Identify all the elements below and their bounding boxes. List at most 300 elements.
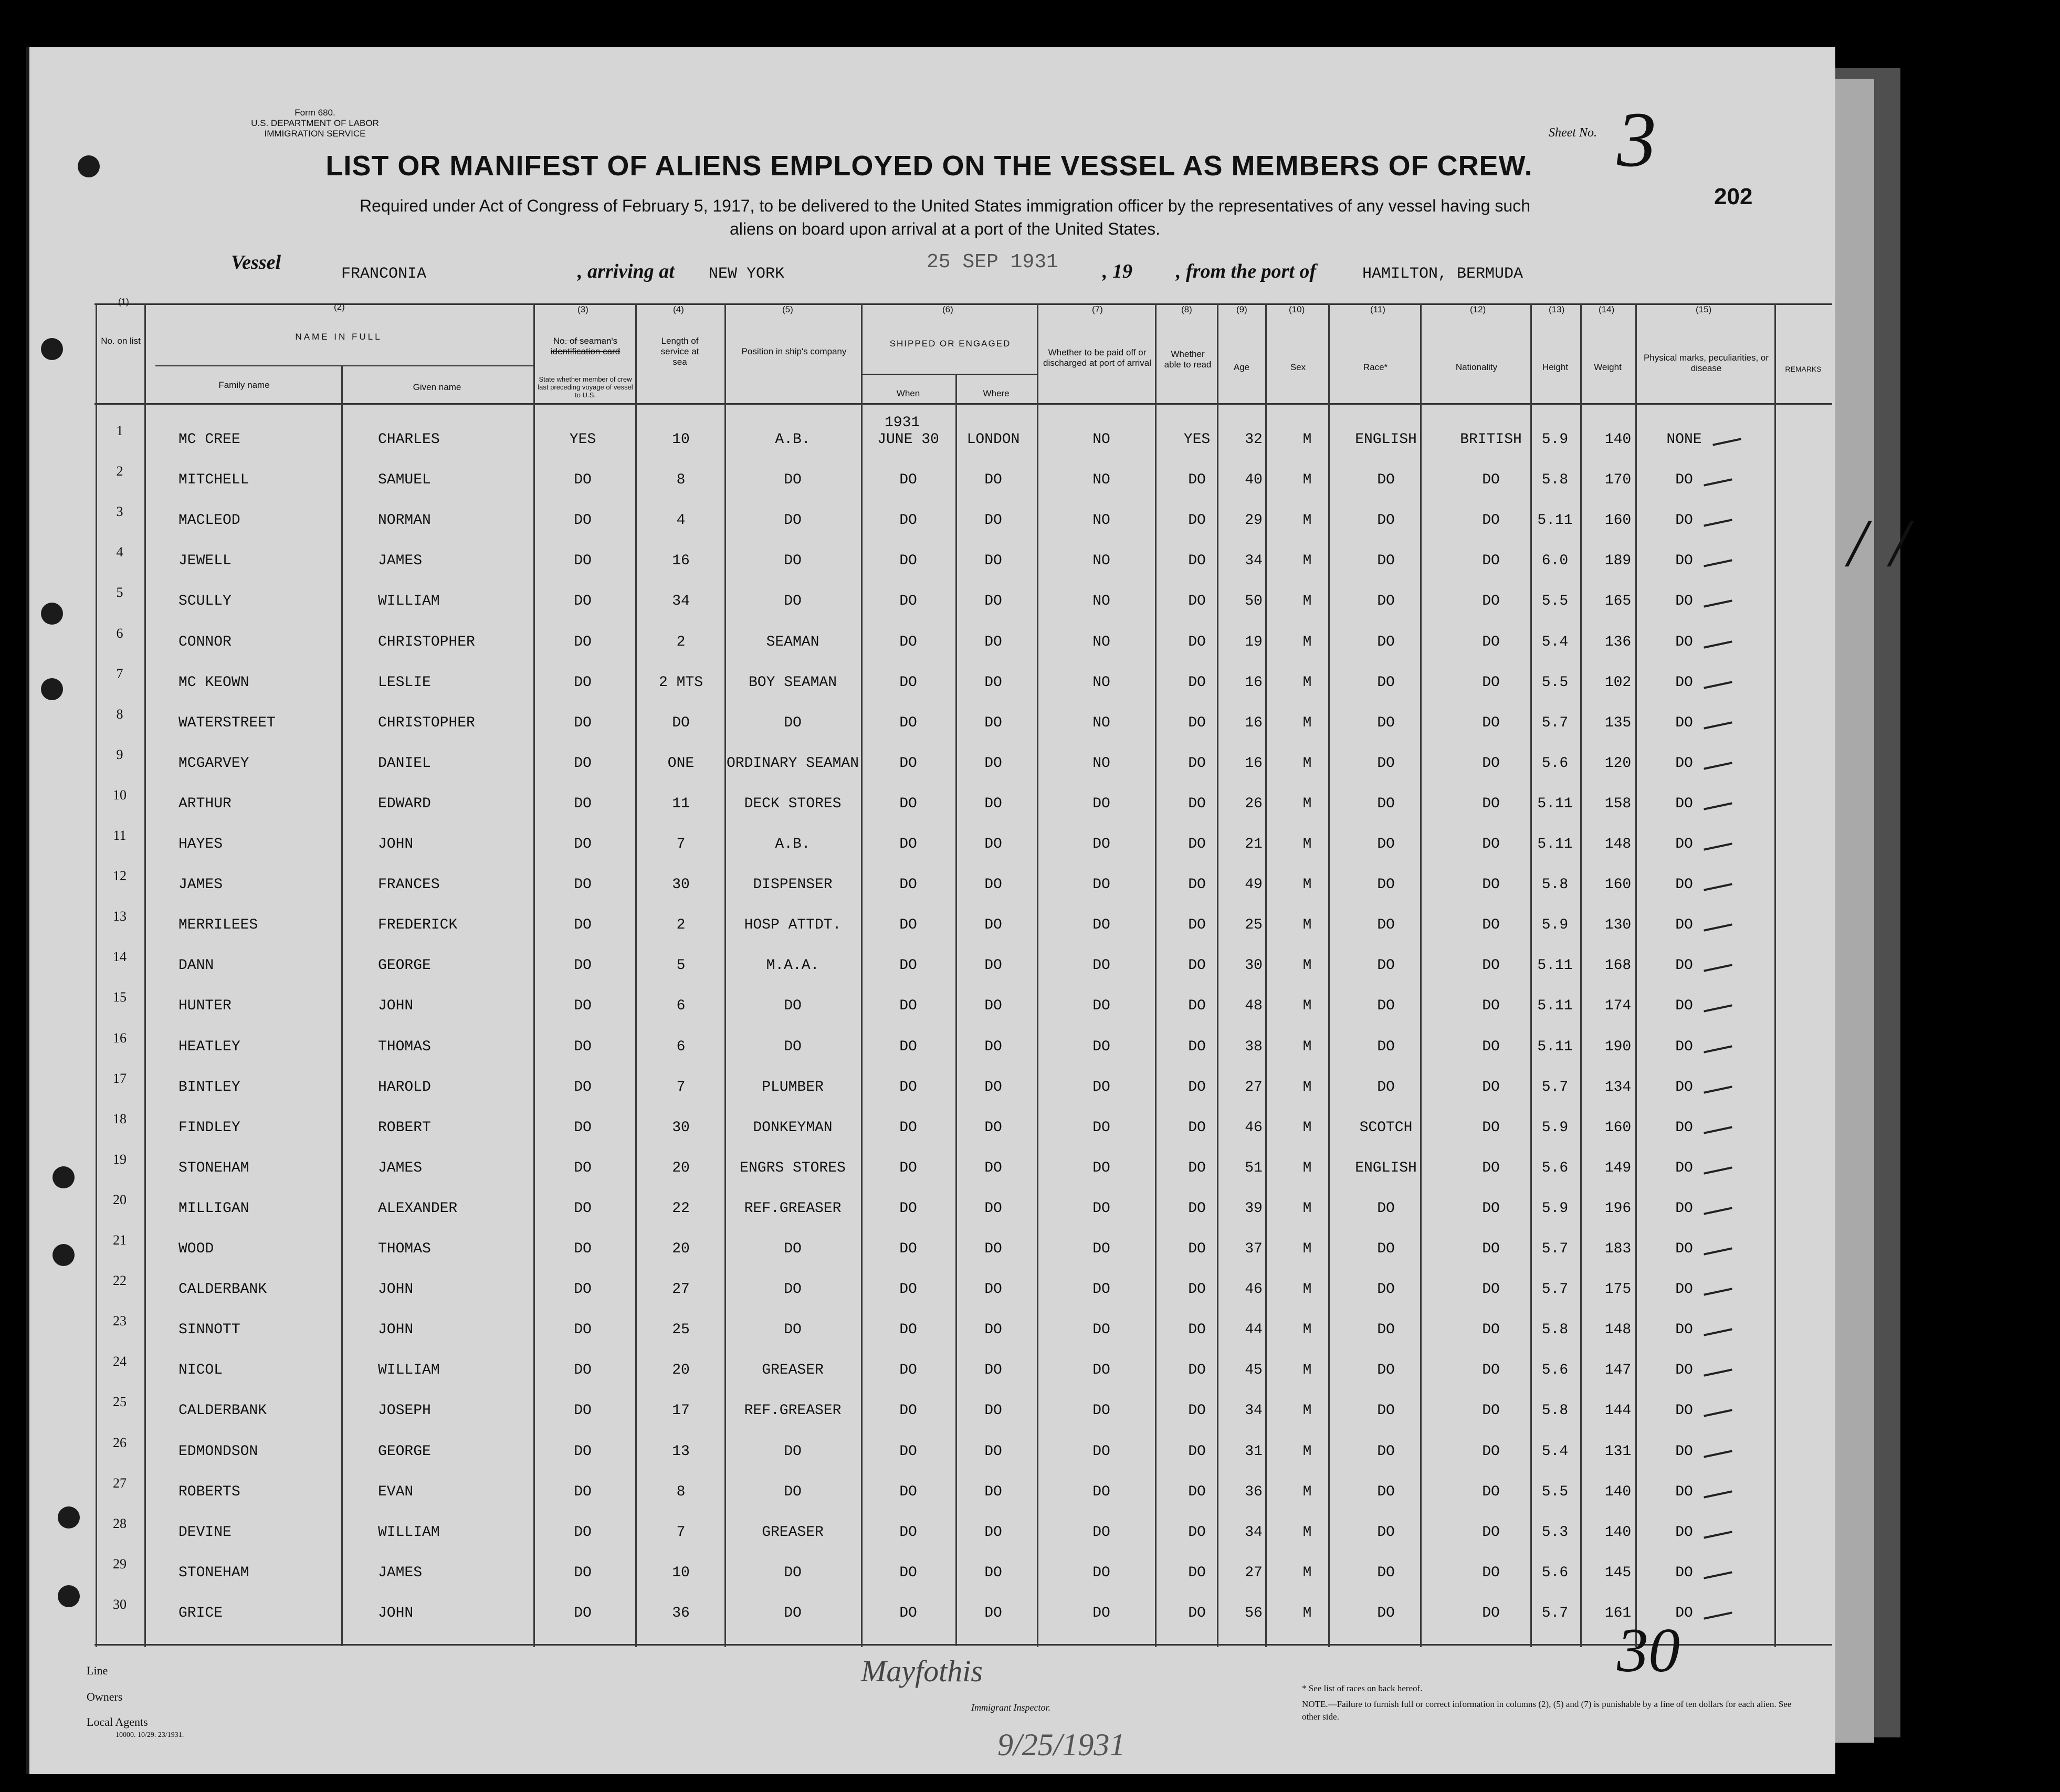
ship-position: REF.GREASER bbox=[744, 1403, 842, 1419]
last-voyage-member: DO bbox=[574, 593, 592, 610]
service-length: 7 bbox=[676, 1079, 686, 1095]
row-number: 26 bbox=[113, 1435, 127, 1450]
physical-marks: DO bbox=[1675, 836, 1693, 852]
col-number: (6) bbox=[942, 304, 953, 314]
nationality: DO bbox=[1482, 674, 1500, 691]
paid-off: DO bbox=[1092, 1564, 1110, 1581]
row-number: 3 bbox=[116, 504, 123, 520]
shipped-where: DO bbox=[984, 634, 1002, 650]
age: 31 bbox=[1245, 1443, 1263, 1460]
service-length: 4 bbox=[676, 512, 686, 529]
sex: M bbox=[1302, 836, 1312, 852]
last-voyage-member: DO bbox=[574, 1605, 592, 1621]
given-name: JOHN bbox=[378, 998, 414, 1015]
shipped-when: DO bbox=[899, 1564, 917, 1581]
service-length: 20 bbox=[672, 1362, 690, 1379]
height: 5.8 bbox=[1541, 472, 1569, 489]
last-voyage-member: DO bbox=[574, 1443, 592, 1460]
service-length: 11 bbox=[672, 795, 690, 812]
family-name: HAYES bbox=[178, 836, 223, 852]
service-length: 6 bbox=[676, 1038, 686, 1055]
able-to-read: DO bbox=[1188, 593, 1206, 610]
family-name: CALDERBANK bbox=[178, 1281, 267, 1298]
race: DO bbox=[1377, 1443, 1395, 1460]
shipped-when: DO bbox=[899, 1443, 917, 1460]
weight: 148 bbox=[1604, 1322, 1632, 1338]
race: DO bbox=[1377, 1281, 1395, 1298]
age: 40 bbox=[1245, 472, 1263, 489]
sheet-number: 3 bbox=[1617, 96, 1656, 183]
able-to-read: DO bbox=[1188, 877, 1206, 893]
nationality: DO bbox=[1482, 634, 1500, 650]
age: 30 bbox=[1245, 957, 1263, 974]
last-voyage-member: DO bbox=[574, 1403, 592, 1419]
age: 27 bbox=[1245, 1564, 1263, 1581]
shipped-when: DO bbox=[899, 1079, 917, 1095]
shipped-when: DO bbox=[899, 714, 917, 731]
able-to-read: DO bbox=[1188, 917, 1206, 934]
row-number: 7 bbox=[116, 666, 123, 681]
race: SCOTCH bbox=[1359, 1119, 1413, 1136]
race: DO bbox=[1377, 1241, 1395, 1257]
nationality: DO bbox=[1482, 1483, 1500, 1500]
header-no-on-list: No. on list bbox=[101, 336, 141, 346]
sex: M bbox=[1302, 917, 1312, 934]
sex: M bbox=[1302, 795, 1312, 812]
age: 46 bbox=[1245, 1281, 1263, 1298]
given-name: NORMAN bbox=[378, 512, 431, 529]
service-length: ONE bbox=[667, 755, 695, 772]
weight: 144 bbox=[1604, 1403, 1632, 1419]
shipped-when: DO bbox=[899, 593, 917, 610]
race: DO bbox=[1377, 795, 1395, 812]
able-to-read: DO bbox=[1188, 1119, 1206, 1136]
given-name: EVAN bbox=[378, 1483, 414, 1500]
row-number: 10 bbox=[113, 787, 127, 803]
ship-position: DO bbox=[784, 1038, 802, 1055]
sex: M bbox=[1302, 1079, 1312, 1095]
able-to-read: DO bbox=[1188, 998, 1206, 1015]
sex: M bbox=[1302, 1322, 1312, 1338]
race: DO bbox=[1377, 1038, 1395, 1055]
given-name: DANIEL bbox=[378, 755, 431, 772]
paid-off: NO bbox=[1092, 553, 1110, 570]
header-length-service: Length of service at sea bbox=[660, 336, 699, 367]
family-name: STONEHAM bbox=[178, 1159, 249, 1176]
shipped-when: DO bbox=[899, 1403, 917, 1419]
row-number: 23 bbox=[113, 1313, 127, 1329]
service-length: 25 bbox=[672, 1322, 690, 1338]
sheet-number-label: Sheet No. bbox=[1549, 126, 1597, 140]
shipped-when: DO bbox=[899, 1241, 917, 1257]
shipped-when: DO bbox=[899, 553, 917, 570]
family-name: SINNOTT bbox=[178, 1322, 240, 1338]
paid-off: NO bbox=[1092, 674, 1110, 691]
given-name: THOMAS bbox=[378, 1241, 431, 1257]
last-voyage-member: DO bbox=[574, 755, 592, 772]
row-number: 14 bbox=[113, 949, 127, 965]
ship-position: PLUMBER bbox=[762, 1079, 824, 1095]
header-where: Where bbox=[983, 388, 1010, 398]
family-name: ROBERTS bbox=[178, 1483, 240, 1500]
manifest-title: LIST OR MANIFEST OF ALIENS EMPLOYED ON THE VESSEL AS MEMBERS OF CREW. bbox=[325, 150, 1533, 182]
age: 50 bbox=[1245, 593, 1263, 610]
able-to-read: DO bbox=[1188, 957, 1206, 974]
physical-marks: DO bbox=[1675, 1564, 1693, 1581]
physical-marks: DO bbox=[1675, 1159, 1693, 1176]
race: DO bbox=[1377, 472, 1395, 489]
physical-marks: DO bbox=[1675, 795, 1693, 812]
sex: M bbox=[1302, 593, 1312, 610]
weight: 183 bbox=[1604, 1241, 1632, 1257]
service-length: 20 bbox=[672, 1241, 690, 1257]
last-voyage-member: DO bbox=[574, 1564, 592, 1581]
shipped-where: DO bbox=[984, 998, 1002, 1015]
physical-marks: DO bbox=[1675, 1322, 1693, 1338]
paid-off: NO bbox=[1092, 431, 1110, 448]
shipped-where: DO bbox=[984, 1403, 1002, 1419]
last-voyage-member: DO bbox=[574, 714, 592, 731]
weight: 149 bbox=[1604, 1159, 1632, 1176]
shipped-where: DO bbox=[984, 957, 1002, 974]
row-number: 28 bbox=[113, 1515, 127, 1531]
nationality: DO bbox=[1482, 553, 1500, 570]
name-subheader-rule bbox=[155, 365, 533, 366]
margin-handwriting: / bbox=[1848, 505, 1867, 581]
shipped-where: DO bbox=[984, 1322, 1002, 1338]
age: 34 bbox=[1245, 1524, 1263, 1541]
service-length: 8 bbox=[676, 472, 686, 489]
age: 16 bbox=[1245, 755, 1263, 772]
handwritten-total: 30 bbox=[1617, 1615, 1680, 1685]
race: DO bbox=[1377, 836, 1395, 852]
given-name: EDWARD bbox=[378, 795, 431, 812]
age: 16 bbox=[1245, 674, 1263, 691]
age: 51 bbox=[1245, 1159, 1263, 1176]
paid-off: DO bbox=[1092, 1524, 1110, 1541]
shipped-when: JUNE 30 bbox=[877, 431, 939, 448]
family-name: GRICE bbox=[178, 1605, 223, 1621]
height: 5.4 bbox=[1541, 1443, 1569, 1460]
height: 5.11 bbox=[1537, 836, 1573, 852]
row-number: 24 bbox=[113, 1354, 127, 1369]
paid-off: NO bbox=[1092, 512, 1110, 529]
able-to-read: DO bbox=[1188, 553, 1206, 570]
family-name: JAMES bbox=[178, 877, 223, 893]
age: 49 bbox=[1245, 877, 1263, 893]
physical-marks: DO bbox=[1675, 755, 1693, 772]
race: DO bbox=[1377, 1483, 1395, 1500]
given-name: GEORGE bbox=[378, 1443, 431, 1460]
inspector-label: Immigrant Inspector. bbox=[971, 1702, 1050, 1713]
physical-marks: DO bbox=[1675, 1483, 1693, 1500]
punch-hole bbox=[52, 1166, 75, 1188]
last-voyage-member: DO bbox=[574, 1038, 592, 1055]
able-to-read: DO bbox=[1188, 1524, 1206, 1541]
race: DO bbox=[1377, 1605, 1395, 1621]
height: 5.3 bbox=[1541, 1524, 1569, 1541]
given-name: LESLIE bbox=[378, 674, 431, 691]
family-name: MACLEOD bbox=[178, 512, 240, 529]
ship-position: ORDINARY SEAMAN bbox=[726, 755, 859, 772]
row-number: 22 bbox=[113, 1273, 127, 1289]
sex: M bbox=[1302, 1281, 1312, 1298]
service-length: 2 bbox=[676, 634, 686, 650]
shipped-where: DO bbox=[984, 1281, 1002, 1298]
shipped-when: DO bbox=[899, 674, 917, 691]
given-name: JOHN bbox=[378, 1281, 414, 1298]
weight: 131 bbox=[1604, 1443, 1632, 1460]
height: 5.7 bbox=[1541, 1281, 1569, 1298]
ship-position: HOSP ATTDT. bbox=[744, 917, 842, 934]
race: DO bbox=[1377, 593, 1395, 610]
height: 5.8 bbox=[1541, 1403, 1569, 1419]
sex: M bbox=[1302, 1038, 1312, 1055]
service-length: DO bbox=[672, 714, 690, 731]
shipped-where: DO bbox=[984, 714, 1002, 731]
nationality: DO bbox=[1482, 1443, 1500, 1460]
row-number: 21 bbox=[113, 1232, 127, 1248]
physical-marks: DO bbox=[1675, 472, 1693, 489]
footer-line-label: Line bbox=[87, 1664, 108, 1677]
shipped-where: DO bbox=[984, 1443, 1002, 1460]
service-length: 7 bbox=[676, 836, 686, 852]
age: 45 bbox=[1245, 1362, 1263, 1379]
height: 5.11 bbox=[1537, 957, 1573, 974]
able-to-read: DO bbox=[1188, 1241, 1206, 1257]
sex: M bbox=[1302, 1524, 1312, 1541]
physical-marks: DO bbox=[1675, 1241, 1693, 1257]
paid-off: NO bbox=[1092, 714, 1110, 731]
paid-off: NO bbox=[1092, 755, 1110, 772]
sex: M bbox=[1302, 553, 1312, 570]
height: 5.7 bbox=[1541, 1605, 1569, 1621]
row-number: 17 bbox=[113, 1070, 127, 1086]
sex: M bbox=[1302, 512, 1312, 529]
form-number: Form 680. bbox=[295, 108, 335, 118]
punch-hole bbox=[41, 338, 63, 360]
family-name: NICOL bbox=[178, 1362, 223, 1379]
legal-requirement-line-2: aliens on board upon arrival at a port of the United States. bbox=[729, 219, 1161, 238]
shipped-where: DO bbox=[984, 1038, 1002, 1055]
shipped-when: DO bbox=[899, 1605, 917, 1621]
nationality: DO bbox=[1482, 714, 1500, 731]
ship-position: DO bbox=[784, 1322, 802, 1338]
height: 5.8 bbox=[1541, 1322, 1569, 1338]
col-rule bbox=[1774, 303, 1776, 1647]
form-header bbox=[220, 108, 409, 139]
weight: 140 bbox=[1604, 1524, 1632, 1541]
weight: 160 bbox=[1604, 512, 1632, 529]
col-number: (4) bbox=[673, 304, 684, 314]
year-entry: 1931 bbox=[885, 415, 920, 431]
header-paid-off: Whether to be paid off or discharged at port of arrival bbox=[1043, 347, 1151, 368]
family-name: CALDERBANK bbox=[178, 1403, 267, 1419]
height: 5.7 bbox=[1541, 1079, 1569, 1095]
shipped-where: DO bbox=[984, 593, 1002, 610]
service-length: 34 bbox=[672, 593, 690, 610]
able-to-read: DO bbox=[1188, 1281, 1206, 1298]
able-to-read: DO bbox=[1188, 1079, 1206, 1095]
ship-position: DO bbox=[784, 998, 802, 1015]
row-number: 12 bbox=[113, 868, 127, 884]
vessel-label: Vessel bbox=[231, 251, 281, 273]
shipped-when: DO bbox=[899, 1200, 917, 1217]
height: 5.5 bbox=[1541, 1483, 1569, 1500]
last-voyage-member: DO bbox=[574, 957, 592, 974]
header-position: Position in ship's company bbox=[741, 346, 847, 356]
col-number: (15) bbox=[1696, 304, 1712, 314]
height: 6.0 bbox=[1541, 553, 1569, 570]
paid-off: DO bbox=[1092, 1079, 1110, 1095]
family-name: EDMONDSON bbox=[178, 1443, 258, 1460]
last-voyage-member: DO bbox=[574, 1241, 592, 1257]
physical-marks: DO bbox=[1675, 714, 1693, 731]
row-number: 20 bbox=[113, 1192, 127, 1207]
sex: M bbox=[1302, 1564, 1312, 1581]
ship-position: A.B. bbox=[775, 431, 811, 448]
shipped-when: DO bbox=[899, 472, 917, 489]
weight: 140 bbox=[1604, 1483, 1632, 1500]
race: DO bbox=[1377, 553, 1395, 570]
age: 32 bbox=[1245, 431, 1263, 448]
ship-position: BOY SEAMAN bbox=[748, 674, 837, 691]
paid-off: DO bbox=[1092, 1322, 1110, 1338]
physical-marks: DO bbox=[1675, 1281, 1693, 1298]
family-name: BINTLEY bbox=[178, 1079, 240, 1095]
age: 36 bbox=[1245, 1483, 1263, 1500]
race: ENGLISH bbox=[1355, 1159, 1417, 1176]
shipped-where: DO bbox=[984, 1524, 1002, 1541]
table-bottom-rule bbox=[94, 1644, 1832, 1646]
ship-position: GREASER bbox=[762, 1362, 824, 1379]
given-name: CHARLES bbox=[378, 431, 440, 448]
weight: 168 bbox=[1604, 957, 1632, 974]
given-name: CHRISTOPHER bbox=[378, 714, 475, 731]
row-number: 29 bbox=[113, 1556, 127, 1572]
ship-position: DO bbox=[784, 1605, 802, 1621]
physical-marks: DO bbox=[1675, 1605, 1693, 1621]
able-to-read: DO bbox=[1188, 1362, 1206, 1379]
family-name: HUNTER bbox=[178, 998, 232, 1015]
footer-agents-label: Local Agents bbox=[87, 1715, 148, 1728]
nationality: DO bbox=[1482, 472, 1500, 489]
able-to-read: DO bbox=[1188, 1200, 1206, 1217]
shipped-where: DO bbox=[984, 553, 1002, 570]
paid-off: DO bbox=[1092, 1403, 1110, 1419]
nationality: DO bbox=[1482, 593, 1500, 610]
able-to-read: YES bbox=[1183, 431, 1211, 448]
height: 5.9 bbox=[1541, 917, 1569, 934]
height: 5.6 bbox=[1541, 1362, 1569, 1379]
row-number: 8 bbox=[116, 706, 123, 722]
paid-off: DO bbox=[1092, 1200, 1110, 1217]
age: 34 bbox=[1245, 553, 1263, 570]
service-length: 20 bbox=[672, 1159, 690, 1176]
given-name: JAMES bbox=[378, 553, 423, 570]
paid-off: DO bbox=[1092, 1483, 1110, 1500]
row-number: 4 bbox=[116, 544, 123, 560]
nationality: DO bbox=[1482, 836, 1500, 852]
arrival-date-stamp: 25 SEP 1931 bbox=[927, 251, 1058, 273]
weight: 175 bbox=[1604, 1281, 1632, 1298]
age: 26 bbox=[1245, 795, 1263, 812]
header-race: Race* bbox=[1363, 362, 1388, 372]
shipped-when: DO bbox=[899, 1362, 917, 1379]
paid-off: DO bbox=[1092, 917, 1110, 934]
sex: M bbox=[1302, 1605, 1312, 1621]
service-name: IMMIGRATION SERVICE bbox=[264, 129, 366, 139]
shipped-where: DO bbox=[984, 1200, 1002, 1217]
age: 46 bbox=[1245, 1119, 1263, 1136]
header-remarks: REMARKS bbox=[1785, 365, 1822, 373]
race: DO bbox=[1377, 512, 1395, 529]
ship-position: DECK STORES bbox=[744, 795, 842, 812]
row-number: 13 bbox=[113, 909, 127, 924]
service-length: 10 bbox=[672, 431, 690, 448]
shipped-where: DO bbox=[984, 917, 1002, 934]
ship-position: SEAMAN bbox=[766, 634, 819, 650]
race: DO bbox=[1377, 1362, 1395, 1379]
sex: M bbox=[1302, 1483, 1312, 1500]
arriving-label: , arriving at bbox=[577, 260, 675, 282]
row-number: 5 bbox=[116, 585, 123, 600]
col-number: (7) bbox=[1092, 304, 1103, 314]
row-number: 1 bbox=[116, 423, 123, 438]
last-voyage-member: DO bbox=[574, 1281, 592, 1298]
age: 27 bbox=[1245, 1079, 1263, 1095]
header-bottom-rule bbox=[94, 403, 1832, 405]
family-name: MERRILEES bbox=[178, 917, 258, 934]
ship-position: A.B. bbox=[775, 836, 811, 852]
race: DO bbox=[1377, 1079, 1395, 1095]
punch-hole bbox=[78, 155, 100, 177]
shipped-where: DO bbox=[984, 1605, 1002, 1621]
sex: M bbox=[1302, 877, 1312, 893]
last-voyage-member: DO bbox=[574, 877, 592, 893]
shipped-where: DO bbox=[984, 836, 1002, 852]
ship-position: DO bbox=[784, 1281, 802, 1298]
shipped-when: DO bbox=[899, 512, 917, 529]
paid-off: DO bbox=[1092, 1119, 1110, 1136]
age: 39 bbox=[1245, 1200, 1263, 1217]
footer-owners-label: Owners bbox=[87, 1690, 123, 1703]
ship-position: DO bbox=[784, 1483, 802, 1500]
sex: M bbox=[1302, 957, 1312, 974]
age: 48 bbox=[1245, 998, 1263, 1015]
age: 16 bbox=[1245, 714, 1263, 731]
sex: M bbox=[1302, 1362, 1312, 1379]
race: DO bbox=[1377, 957, 1395, 974]
age: 38 bbox=[1245, 1038, 1263, 1055]
nationality: DO bbox=[1482, 755, 1500, 772]
sex: M bbox=[1302, 714, 1312, 731]
given-name: WILLIAM bbox=[378, 1362, 440, 1379]
paid-off: DO bbox=[1092, 1038, 1110, 1055]
given-name: JOHN bbox=[378, 1322, 414, 1338]
last-voyage-member: DO bbox=[574, 472, 592, 489]
able-to-read: DO bbox=[1188, 1159, 1206, 1176]
height: 5.9 bbox=[1541, 1200, 1569, 1217]
given-name: THOMAS bbox=[378, 1038, 431, 1055]
nationality: DO bbox=[1482, 1038, 1500, 1055]
header-nationality: Nationality bbox=[1455, 362, 1498, 372]
weight: 120 bbox=[1604, 755, 1632, 772]
col-number: (1) bbox=[118, 297, 129, 307]
last-voyage-member: DO bbox=[574, 836, 592, 852]
weight: 145 bbox=[1604, 1564, 1632, 1581]
margin-handwriting: / bbox=[1890, 505, 1909, 581]
